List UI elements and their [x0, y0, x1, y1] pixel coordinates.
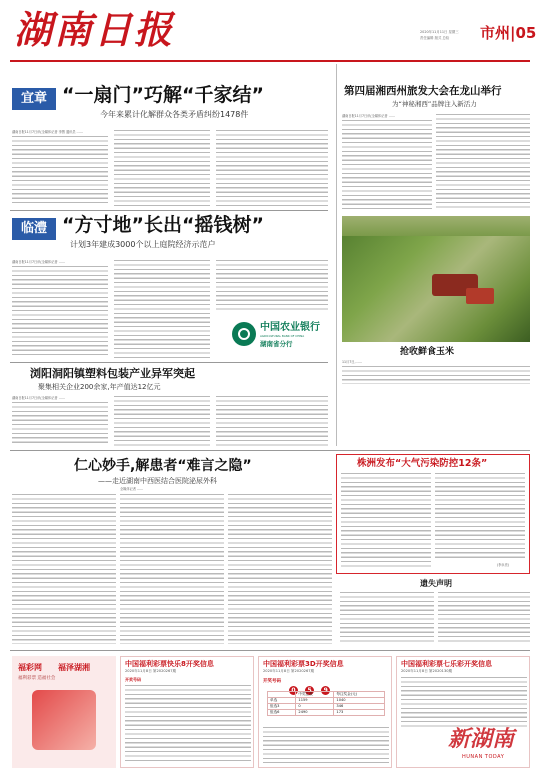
story3-col3 — [216, 396, 328, 446]
right-top-col1 — [342, 120, 432, 210]
story1-col2 — [114, 130, 210, 206]
vertical-divider — [336, 64, 337, 446]
lottery-qile-title: 中国福利彩票七乐彩开奖信息 — [401, 660, 492, 668]
masthead-date: 2020年11月11日 星期三 — [420, 30, 459, 34]
story1-tag: 宜章 — [12, 88, 56, 110]
masthead-logo: 湖南日报 — [14, 7, 175, 52]
lottery-brand-name: 福彩网 — [18, 663, 42, 672]
lottery-brand-panel — [12, 656, 116, 768]
lottery-kl8-panel — [120, 656, 254, 768]
section-name — [480, 24, 536, 42]
lottery-3d-number: 0 — [289, 686, 298, 695]
table-cell: 2490 — [296, 710, 334, 716]
zhuzhou-col1 — [341, 473, 431, 569]
right-top-lead: 湖南日报11月7日讯(全媒体记者 …… — [342, 114, 395, 118]
feature-headline: 仁心妙手,解患者“难言之隐” — [74, 458, 252, 474]
story2-col1 — [12, 266, 108, 358]
masthead-editors: 责任编辑 版式 总检 — [420, 36, 450, 40]
lottery-kl8-label: 开奖号码 — [125, 677, 141, 682]
story2-col2 — [114, 260, 210, 358]
table-cell: 单选 — [268, 698, 296, 704]
story1-subhead: 今年来累计化解群众各类矛盾纠纷1478件 — [100, 110, 249, 119]
lottery-3d-table — [267, 691, 385, 716]
zhuzhou-box — [336, 454, 530, 574]
lottery-emblem-icon — [32, 690, 96, 750]
story2-subhead: 计划3年建成3000个以上庭院经济示范户 — [70, 240, 216, 249]
story3-col2 — [114, 396, 210, 446]
story2-lead: 湖南日报11月7日讯(全媒体记者 …… — [12, 260, 65, 264]
lottery-3d-number: 5 — [305, 686, 314, 695]
story2-tag: 临澧 — [12, 218, 56, 240]
photo-caption-lead: 11月7日,…… — [342, 360, 362, 364]
corn-harvest-photo — [342, 216, 530, 342]
zhuzhou-headline: 株洲发布“大气污染防控12条” — [357, 458, 488, 469]
table-cell: 1159 — [296, 698, 334, 704]
right-top-headline: 第四届湘西州旅发大会在龙山举行 — [344, 85, 502, 97]
table-cell: 346 — [334, 704, 385, 710]
table-cell: 组选3 — [268, 704, 296, 710]
photo-horizon — [342, 216, 530, 236]
lottery-3d-draw: 2020年11月8日 第2020267期 — [263, 669, 315, 673]
lottery-kl8-table — [125, 685, 251, 761]
story3-lead: 湖南日报11月7日讯(全媒体记者 …… — [12, 396, 65, 400]
table-cell: 1040 — [334, 698, 385, 704]
table-cell: 173 — [334, 710, 385, 716]
lottery-kl8-draw: 2020年11月8日 第2020267期 — [125, 669, 177, 673]
table-header-cell: 中奖注数 — [296, 692, 334, 698]
story2-headline: “方寸地”长出“摇钱树” — [62, 214, 264, 236]
lottery-3d-notes — [263, 727, 389, 763]
divider-4 — [10, 650, 530, 651]
lottery-slogan: 福泽湖湘 — [58, 663, 90, 672]
feature-col2 — [120, 494, 224, 644]
lottery-qile-table — [401, 677, 527, 727]
lottery-qile-draw: 2020年11月8日 第2020130期 — [401, 669, 453, 673]
lottery-3d-panel — [258, 656, 392, 768]
bank-name-en: AGRICULTURAL BANK OF CHINA — [260, 334, 305, 338]
watermark-sub: HUNAN TODAY — [462, 754, 505, 760]
section-title: 市州 — [480, 24, 511, 42]
lottery-3d-number: 9 — [321, 686, 330, 695]
bank-ad[interactable] — [230, 318, 326, 354]
watermark-logo: 新湖南 — [448, 727, 515, 752]
zhuzhou-byline: (李永亮) — [497, 563, 510, 567]
right-top-subhead: 为“神秘湘西”品牌注入新活力 — [392, 100, 477, 108]
bank-name: 中国农业银行 — [260, 322, 320, 333]
bank-branch: 湖南省分行 — [260, 340, 293, 348]
notice-headline: 遗失声明 — [420, 579, 452, 588]
feature-col1 — [12, 494, 116, 644]
story1-col1 — [12, 136, 108, 206]
right-top-col2 — [436, 114, 530, 210]
page-number: 05 — [515, 24, 537, 42]
bank-logo-icon — [232, 322, 256, 346]
lottery-3d-label: 开奖号码 — [263, 679, 281, 684]
story3-subhead: 聚集相关企业200余家,年产值达12亿元 — [38, 383, 161, 391]
story2-col3 — [216, 260, 328, 312]
divider-3 — [10, 450, 530, 451]
section-divider: | — [510, 24, 516, 42]
table-header-cell: 每注奖金(元) — [334, 692, 385, 698]
story1-col3 — [216, 130, 328, 206]
photo-headline: 抢收鲜食玉米 — [400, 347, 455, 357]
photo-caption-text — [342, 366, 530, 384]
story3-col1 — [12, 402, 108, 446]
story1-headline: “一扇门”巧解“千家结” — [62, 84, 264, 106]
lottery-3d-title: 中国福利彩票3D开奖信息 — [263, 660, 344, 668]
truck-shape — [466, 288, 494, 304]
lottery-kl8-title: 中国福利彩票快乐8开奖信息 — [125, 660, 214, 668]
divider-1 — [10, 210, 328, 211]
story3-headline: 浏阳洞阳镇塑料包装产业异军突起 — [30, 367, 195, 380]
table-cell: 0 — [296, 704, 334, 710]
feature-subhead: ——走近湖南中西医结合医院泌尿外科 — [98, 477, 217, 485]
notice-col1 — [340, 592, 434, 644]
table-row — [268, 710, 385, 716]
divider-2 — [10, 362, 328, 363]
story1-lead: 湖南日报11月7日讯(全媒体记者 李慧 通讯员 …… — [12, 130, 83, 134]
table-cell: 组选6 — [268, 710, 296, 716]
zhuzhou-col2 — [435, 473, 525, 561]
feature-col3 — [228, 494, 332, 644]
masthead-rule — [10, 60, 530, 62]
lottery-brand-sub: 福利彩票 造福社会 — [18, 676, 56, 681]
notice-col2 — [438, 592, 530, 644]
feature-byline: 全媒体记者 …… — [120, 487, 144, 491]
